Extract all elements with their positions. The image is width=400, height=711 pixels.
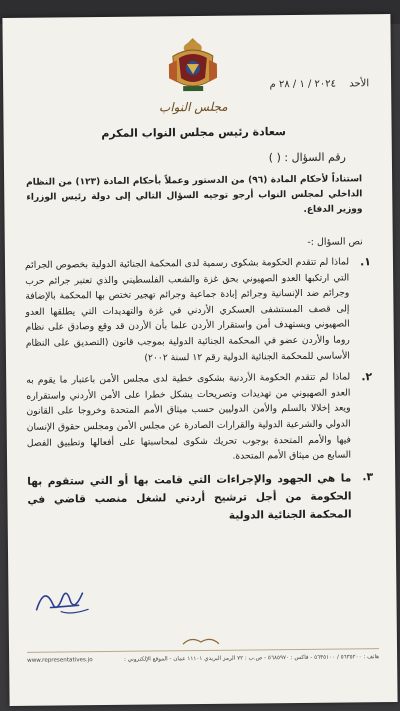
signature-icon bbox=[30, 579, 100, 620]
footer-contact: هاتف : ٥٦٣٥٢٠٠ / ٥٦٣٥١٠٠ - فاكس : ٥٦٨٥٩٧٠ - ص.ب : ٧٢ الرمز البريدي ١١١٠١ عمان - الموقع الإلكتروني : bbox=[123, 654, 380, 663]
item-text: لماذا لم تتقدم الحكومة بشكوى رسمية لدى المحكمة الجنائية الدولية بخصوص الجرائم التي ارتكبها العدو الصهيوني بحق غزة والشعب الفلسطيني والذي تعتبر جرائم حرب وجرائم ضد الإنسانية وجرائم إبادة جماعية وجرائم تهجير تختص بها المحكمة بالإضافة إلى قصف المستشفى العسكري الأردني في غزة والتهديدات التي يطلقها العدو الصهيوني ويستهدف أمن واستقرار الأردن علما بأن الأردن قد وقع وصادق على نظام روما والأردن عضو في المحكمة الجنائية الدولية بموجب قانون (التصديق على النظام الأساسي للمحكمة الجنائية الدولية رقم ١٢ لسنة ٢٠٠٢) bbox=[24, 256, 351, 364]
question-item-2 bbox=[26, 369, 373, 466]
date-value: ٢٠٢٤ / ١ / ٢٨ م bbox=[269, 78, 337, 91]
document-page bbox=[2, 14, 397, 706]
coat-of-arms-icon bbox=[165, 34, 222, 95]
question-item-1 bbox=[25, 254, 372, 367]
question-number: رقم السؤال : ( ) bbox=[268, 150, 346, 165]
date-row bbox=[270, 78, 370, 90]
addressee-heading: سعادة رئيس مجلس النواب المكرم bbox=[101, 125, 286, 141]
question-label: نص السؤال :- bbox=[307, 236, 363, 248]
date-label: الأحد bbox=[349, 78, 370, 90]
item-text: ما هي الجهود والإجراءات التي قامت بها أو التي ستقوم بها الحكومة من أجل ترشيح أردني لشغل منصب قاضي في المحكمة الجنائية الدولية bbox=[27, 472, 352, 522]
question-item-3 bbox=[27, 469, 374, 527]
item-text: لماذا لم تتقدم الحكومة الأردنية بشكوى خطية لدى مجلس الأمن باعتبار ما يقوم به العدو الصهيوني من تهديدات وتصريحات يشكل خطرا على الأمن الأردني واستقراره ويعد إخلالا بالسلم والأمن الدوليين حسب ميثاق الأمم المتحدة وخروجا على القانون الدولي والشرعية الدولية والقرارات الصادرة عن مجلس الأمن ومجلس حقوق الإنسان فيها والأمم المتحدة بوجوب تحريك شكوى لمحاسبتها على أفعالها وتطبيق الفصل السابع من ميثاق الأمم المتحدة. bbox=[26, 371, 352, 462]
item-number: ٣. bbox=[362, 469, 374, 484]
intro-paragraph: استناداً لأحكام المادة (٩٦) من الدستور وعملاً بأحكام المادة (١٢٣) من النظام الداخلي لمجلس النواب أرجو توجيه السؤال التالي إلى دولة رئيس الوزراء ووزير الدفاع. bbox=[26, 174, 363, 215]
footer-url: www.representatives.jo bbox=[27, 657, 93, 664]
question-items bbox=[25, 254, 374, 532]
footer-logo-icon bbox=[179, 634, 223, 648]
item-number: ٢. bbox=[361, 370, 373, 384]
item-number: ١. bbox=[360, 255, 372, 269]
org-name: مجلس النواب bbox=[158, 99, 228, 115]
footer-divider bbox=[27, 648, 379, 653]
footer bbox=[27, 654, 379, 664]
